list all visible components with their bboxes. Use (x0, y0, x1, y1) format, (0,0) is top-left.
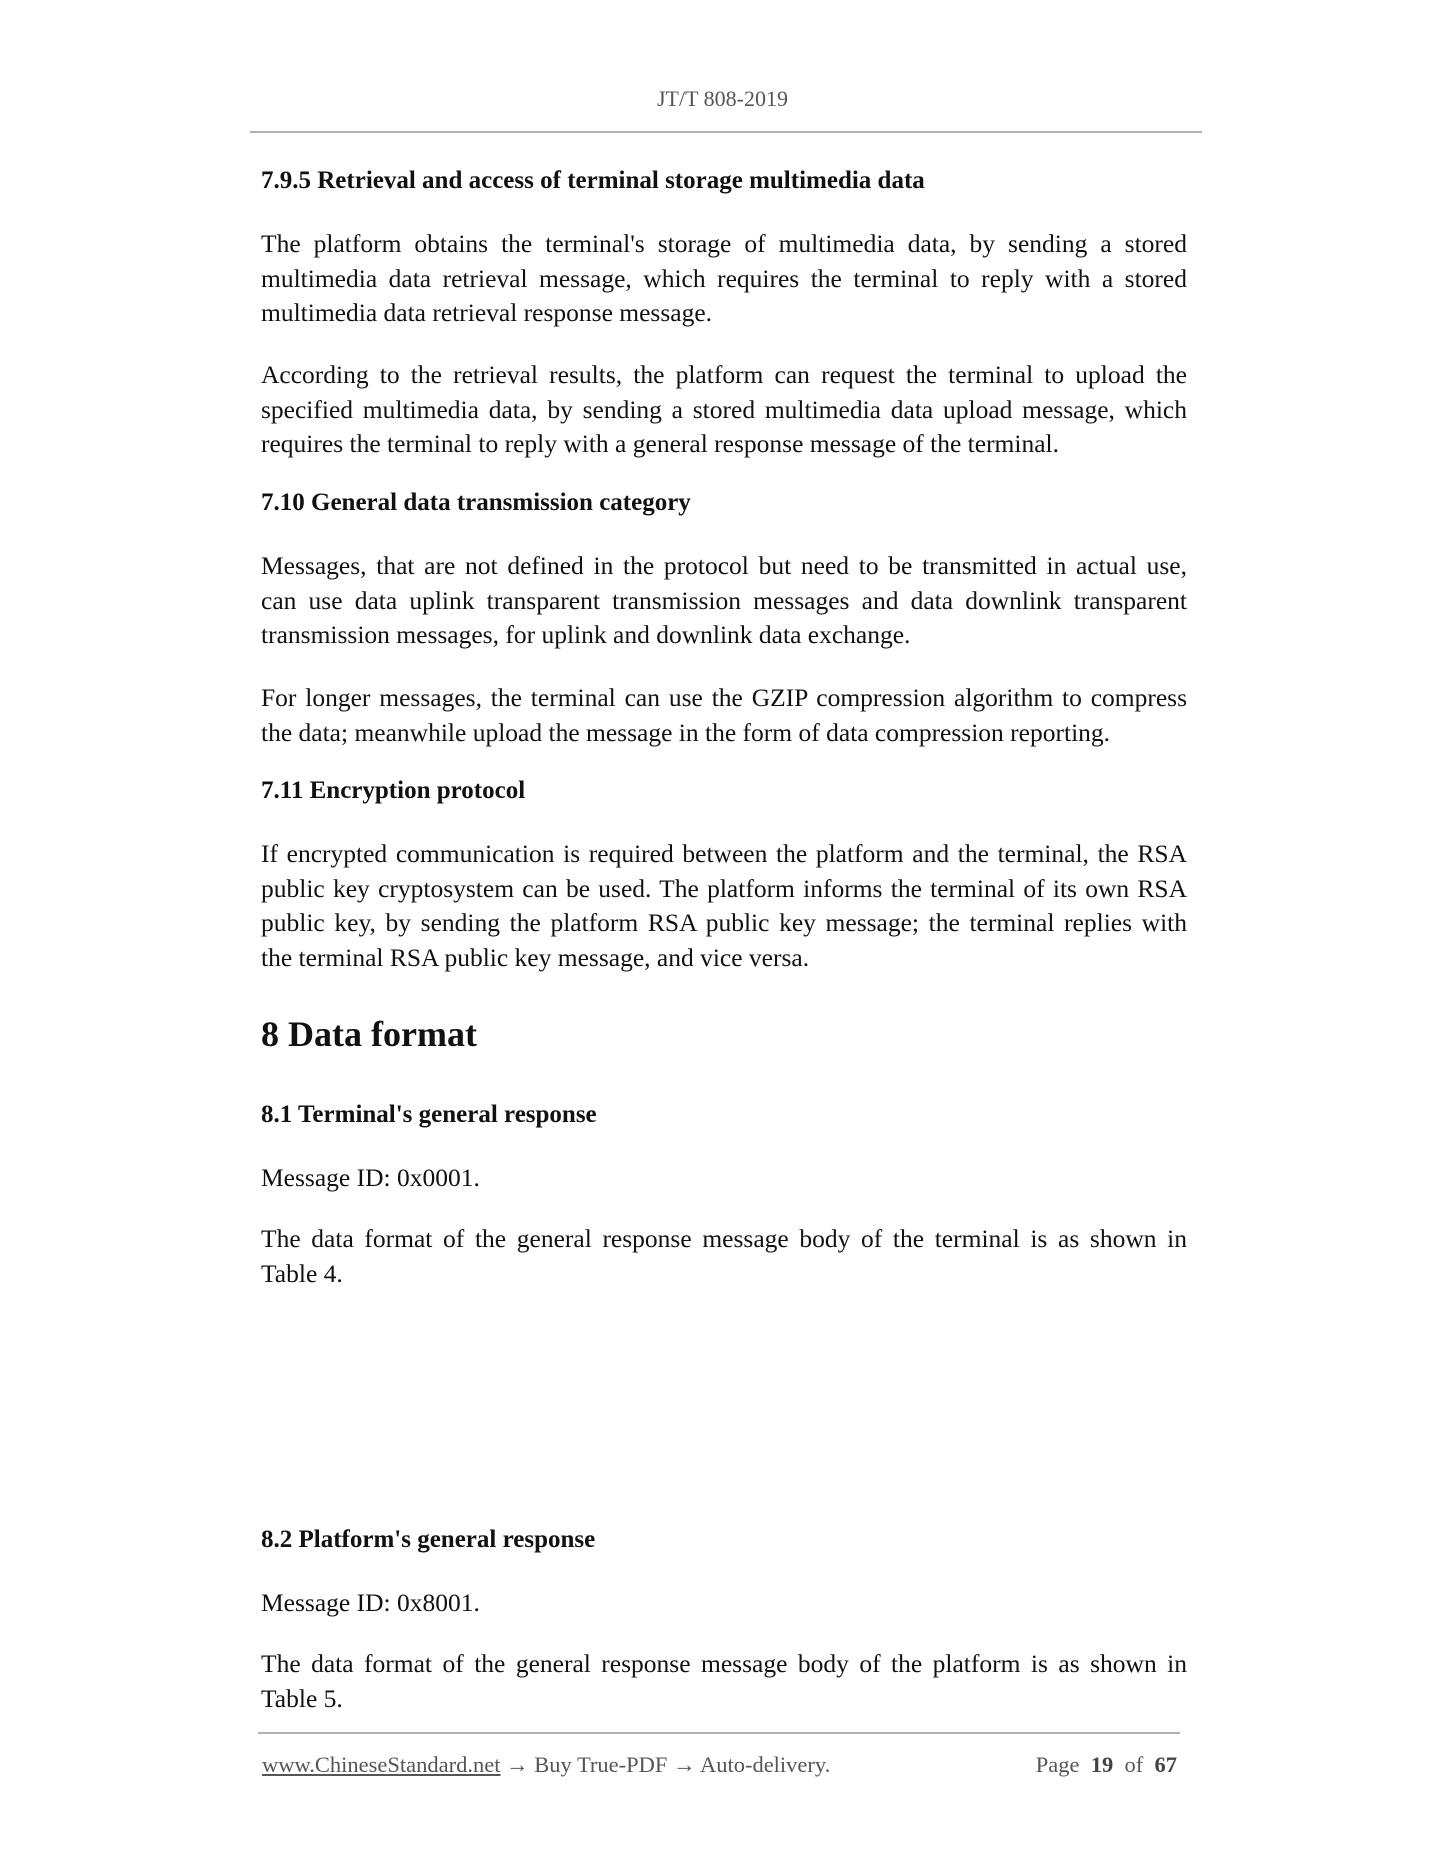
paragraph-line: The platform obtains the terminal's storage of multimedia data, by sending a stored (261, 229, 1187, 258)
paragraph (261, 837, 1187, 976)
section-heading: 8.1 Terminal's general response (261, 1101, 597, 1128)
page-label: Page (1035, 1752, 1080, 1777)
footer-left (262, 1752, 830, 1778)
header-rule (250, 131, 1202, 133)
footer-link[interactable]: www.ChineseStandard.net (262, 1752, 501, 1777)
chapter-heading: 8 Data format (261, 1014, 477, 1054)
paragraph-line: According to the retrieval results, the platform can request the terminal to upload the (261, 360, 1187, 389)
paragraph-line: specified multimedia data, by sending a stored multimedia data upload message, which (261, 394, 1187, 424)
of-label: of (1124, 1752, 1144, 1777)
paragraph-line: can use data uplink transparent transmission messages and data downlink transparent (261, 585, 1187, 615)
paragraph-line: public key cryptosystem can be used. The platform informs the terminal of its own RSA (261, 873, 1187, 903)
paragraph (261, 1161, 1187, 1196)
page-number (1036, 1752, 1177, 1778)
paragraph-line: Message ID: 0x8001. (261, 1588, 480, 1617)
paragraph-line: transmission messages, for uplink and downlink data exchange. (261, 620, 911, 650)
section-heading: 7.11 Encryption protocol (261, 777, 526, 804)
paragraph-line: Table 4. (261, 1258, 343, 1288)
paragraph (261, 358, 1187, 462)
paragraph-line: the data; meanwhile upload the message in the form of data compression reporting. (261, 717, 1111, 747)
arrow-icon: → (673, 1752, 696, 1777)
section-heading: 7.10 General data transmission category (261, 489, 691, 516)
paragraph-line: Table 5. (261, 1683, 343, 1713)
paragraph-line: the terminal RSA public key message, and vice versa. (261, 943, 810, 973)
paragraph-line: Messages, that are not defined in the protocol but need to be transmitted in actual use, (261, 551, 1187, 580)
paragraph-line: Message ID: 0x0001. (261, 1163, 480, 1192)
paragraph-line: requires the terminal to reply with a general response message of the terminal. (261, 429, 1060, 459)
footer-buy-text: Buy True-PDF (534, 1752, 668, 1777)
paragraph-line: For longer messages, the terminal can use the GZIP compression algorithm to compress (261, 683, 1187, 712)
paragraph-line: If encrypted communication is required between the platform and the terminal, the RSA (261, 839, 1187, 868)
footer-delivery-text: Auto-delivery. (699, 1752, 831, 1777)
paragraph-line: multimedia data retrieval response message. (261, 298, 713, 328)
paragraph (261, 681, 1187, 750)
current-page: 19 (1090, 1752, 1114, 1777)
paragraph (261, 1647, 1187, 1716)
paragraph (261, 1586, 1187, 1621)
paragraph-line: multimedia data retrieval message, which requires the terminal to reply with a stored (261, 263, 1187, 293)
arrow-icon: → (506, 1752, 529, 1777)
section-heading: 8.2 Platform's general response (261, 1526, 596, 1553)
paragraph-line: public key, by sending the platform RSA public key message; the terminal replies with (261, 908, 1187, 938)
footer-rule (258, 1732, 1180, 1734)
paragraph (261, 549, 1187, 653)
section-heading: 7.9.5 Retrieval and access of terminal storage multimedia data (261, 167, 925, 194)
total-pages: 67 (1154, 1752, 1177, 1777)
paragraph (261, 1222, 1187, 1291)
paragraph-line: The data format of the general response message body of the terminal is as shown in (261, 1224, 1187, 1253)
header-doc-code: JT/T 808-2019 (657, 86, 788, 111)
paragraph (261, 227, 1187, 331)
paragraph-line: The data format of the general response message body of the platform is as shown in (261, 1649, 1187, 1678)
